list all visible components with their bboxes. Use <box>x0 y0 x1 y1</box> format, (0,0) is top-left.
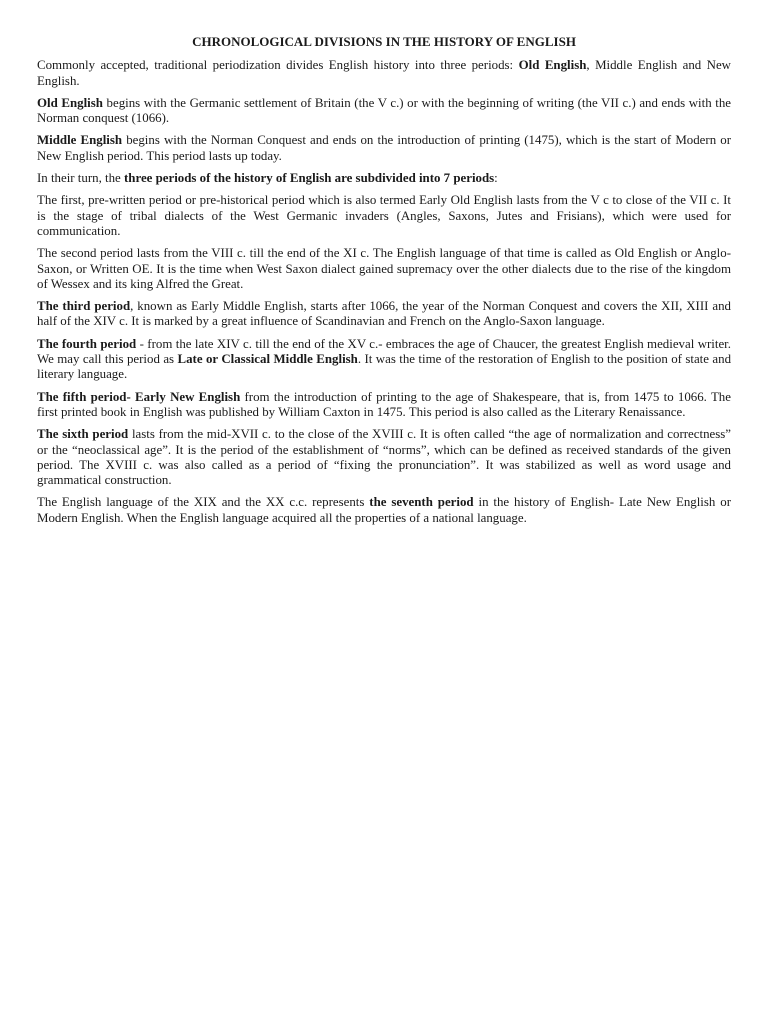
document-title: CHRONOLOGICAL DIVISIONS IN THE HISTORY OF ENGLISH <box>192 34 576 49</box>
text: - from the late XIV c. till the end of the XV c.- embraces the age of Chaucer, the greatest English medieval writer. We may call this period as <box>37 336 731 367</box>
text: . It was the time of the restoration of English to the position of state and literary language. <box>37 352 732 382</box>
bold-term: The fifth period- Early New English <box>37 389 241 404</box>
bold-term: Late or Classical Middle English <box>177 352 358 367</box>
bold-term: Middle English <box>37 133 123 148</box>
bold-term: Old English <box>518 58 587 73</box>
text: begins with the Germanic settlement of Britain (the V c.) or with the beginning of writing (the VII c.) and ends with the Norman conquest (1066). <box>37 95 732 126</box>
document-page <box>37 34 731 533</box>
paragraph-fourth-period <box>37 337 731 383</box>
paragraph-second-period: The second period lasts from the VIII c. till the end of the XI c. The English language of that time is called as Old English or Anglo-Saxon, or Written OE. It is the time when West Saxon dialect gained supremacy over the other dialects due to the rise of the kingdom of Wessex and its king Alfred the Great. <box>37 246 731 291</box>
bold-term: The fourth period <box>37 336 137 351</box>
text: in the history of English- Late New English or Modern English. When the English language acquired all the properties of a national language. <box>37 495 731 525</box>
paragraph-third-period <box>37 299 731 330</box>
paragraph-subdivision <box>37 171 731 186</box>
text: lasts from the mid-XVII c. to the close of the XVIII c. It is often called “the age of normalization and correctness” or the “neoclassical age”. It is the period of the establishment of “norms”, which can be defined as received standards of the given period. The XVIII c. was also called as a period of “fixing the pronunciation”. It was stabilized as well as word usage and grammatical construction. <box>37 427 731 488</box>
paragraph-seventh-period <box>37 495 731 526</box>
paragraph-first-period: The first, pre-written period or pre-historical period which is also termed Early Old English lasts from the V c to close of the VII c. It is the stage of tribal dialects of the West Germanic invaders (Angles, Saxons, Jutes and Frisians), which were used for communication. <box>37 193 731 238</box>
bold-term: three periods of the history of English are subdivided into 7 periods <box>124 171 495 186</box>
bold-term: Old English <box>37 95 103 110</box>
text: The English language of the XIX and the XX c.c. represents <box>37 495 370 510</box>
bold-term: The third period <box>37 299 131 314</box>
text: from the introduction of printing to the age of Shakespeare, that is, from 1475 to 1066. The first printed book in English was published by William Caxton in 1475. This period is also called as the Literary Renaissance. <box>37 389 731 419</box>
text: begins with the Norman Conquest and ends on the introduction of printing (1475), which is the start of Modern or New English period. This period lasts up today. <box>37 133 731 163</box>
text: : <box>494 171 498 186</box>
text: , Middle English and New English. <box>37 58 731 88</box>
bold-term: the seventh period <box>369 495 474 510</box>
text: , known as Early Middle English, starts after 1066, the year of the Norman Conquest and covers the XII, XIII and half of the XIV c. It is marked by a great influence of Scandinavian and French on the Anglo-Saxon language. <box>37 299 731 329</box>
paragraph-fifth-period <box>37 390 731 421</box>
text: Commonly accepted, traditional periodization divides English history into three periods: <box>37 58 519 73</box>
bold-term: The sixth period <box>37 427 129 442</box>
paragraph-old-english <box>37 96 731 127</box>
text: In their turn, the <box>37 171 124 186</box>
paragraph-middle-english <box>37 133 731 164</box>
paragraph-intro <box>37 58 731 89</box>
paragraph-sixth-period <box>37 427 731 488</box>
